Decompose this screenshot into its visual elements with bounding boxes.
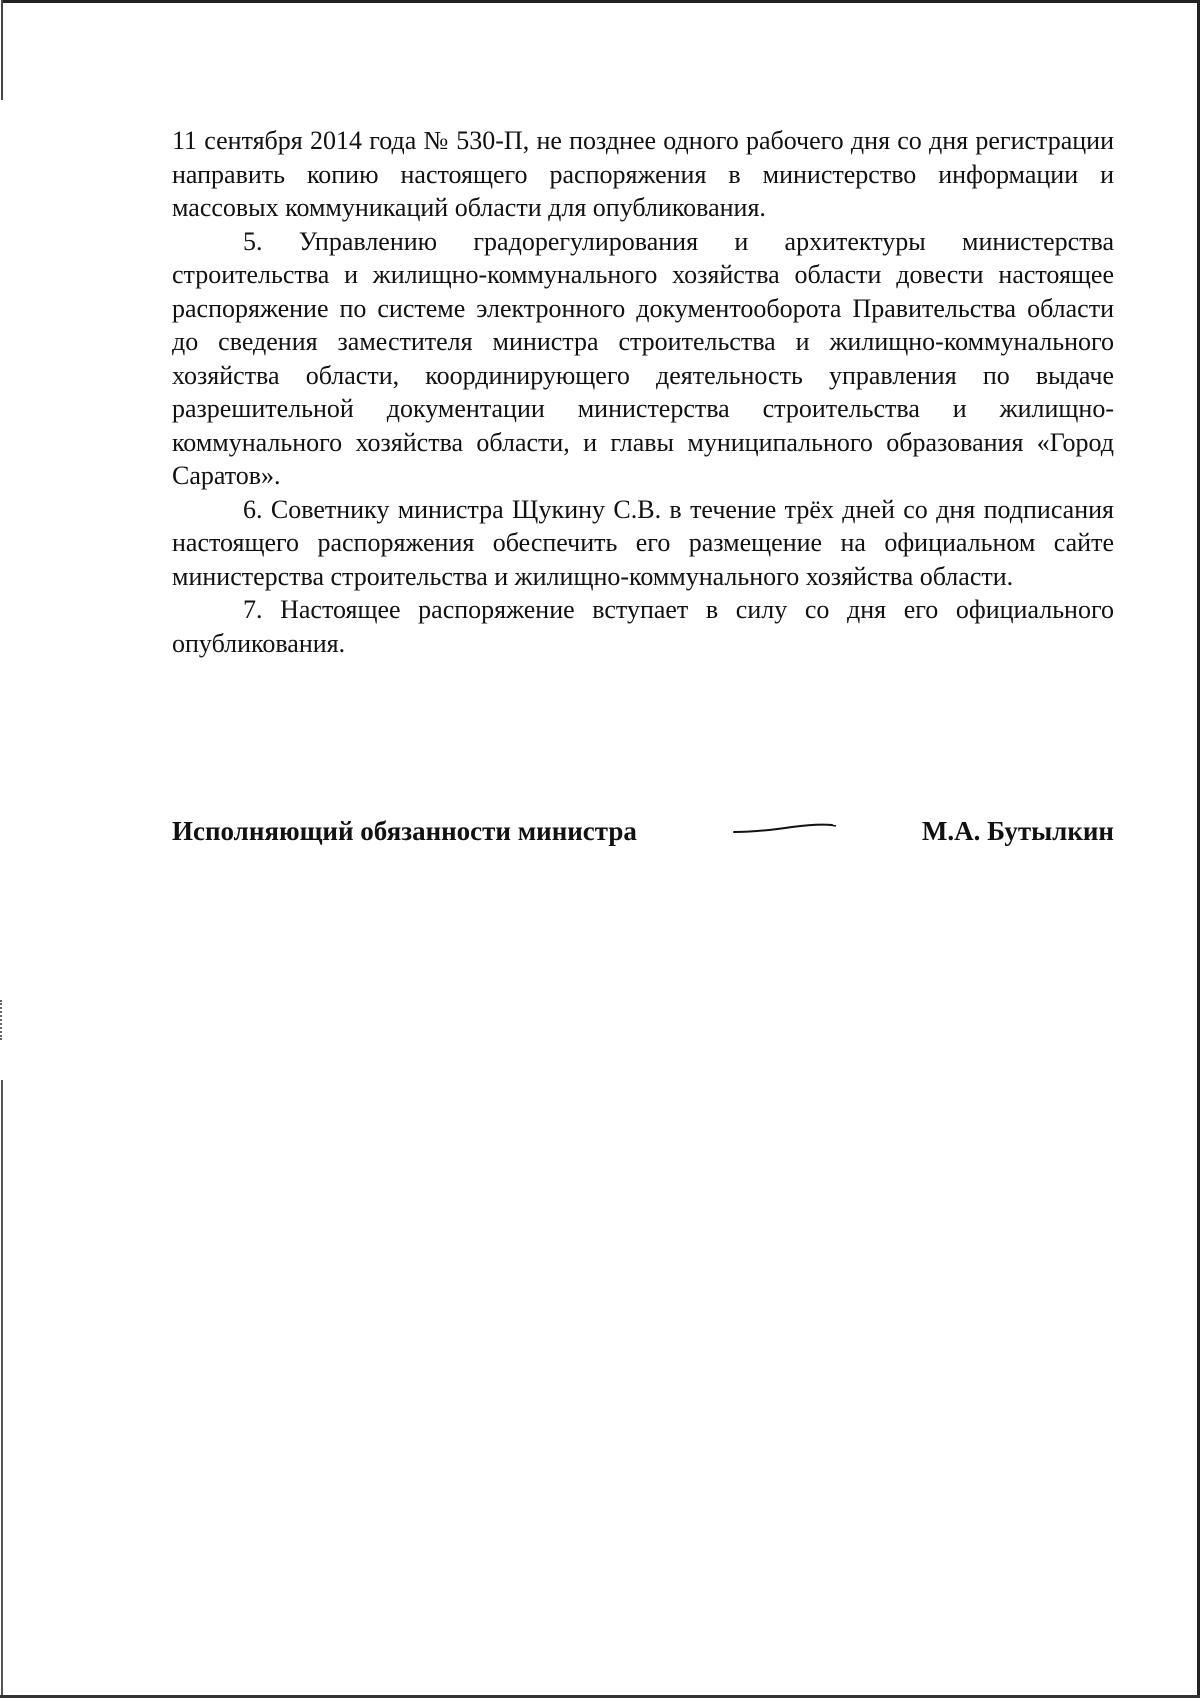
- scan-edge-top: [2, 0, 1198, 3]
- scan-edge-left: [1, 0, 3, 100]
- document-body: [172, 124, 1114, 660]
- handwritten-signature: [732, 790, 842, 850]
- signatory-position: Исполняющий обязанности министра: [172, 816, 637, 846]
- paragraph-item-6: 6. Советнику министра Щукину С.В. в течение трёх дней со дня подписания настоящего распоряжения обеспечить его размещение на официальном сайте министерства строительства и жилищно-коммунального хозяйства области.: [172, 494, 1114, 591]
- paragraph-item-5: 5. Управлению градорегулирования и архитектуры министерства строительства и жилищно-коммунального хозяйства области довести настоящее распоряжение по системе электронного документооборота Правительства области до сведения заместителя министра строительства и жилищно-коммунального хозяйства области, координирующего деятельность управления по выдаче разрешительной документации министерства строительства и жилищно-коммунального хозяйства области, и главы муниципального образования «Город Саратов».: [172, 226, 1114, 490]
- scan-edge-left-lower: [1, 1080, 3, 1698]
- scan-edge-marks: [0, 1000, 4, 1040]
- paragraph-continuation: 11 сентября 2014 года № 530-П, не позднее одного рабочего дня со дня регистрации направить копию настоящего распоряжения в министерство информации и массовых коммуникаций области для опубликования.: [172, 126, 1114, 222]
- signatory-name: М.А. Бутылкин: [921, 816, 1114, 846]
- paragraph-item-7: 7. Настоящее распоряжение вступает в силу со дня его официального опубликования.: [172, 595, 1114, 658]
- signature-block: [172, 816, 1114, 856]
